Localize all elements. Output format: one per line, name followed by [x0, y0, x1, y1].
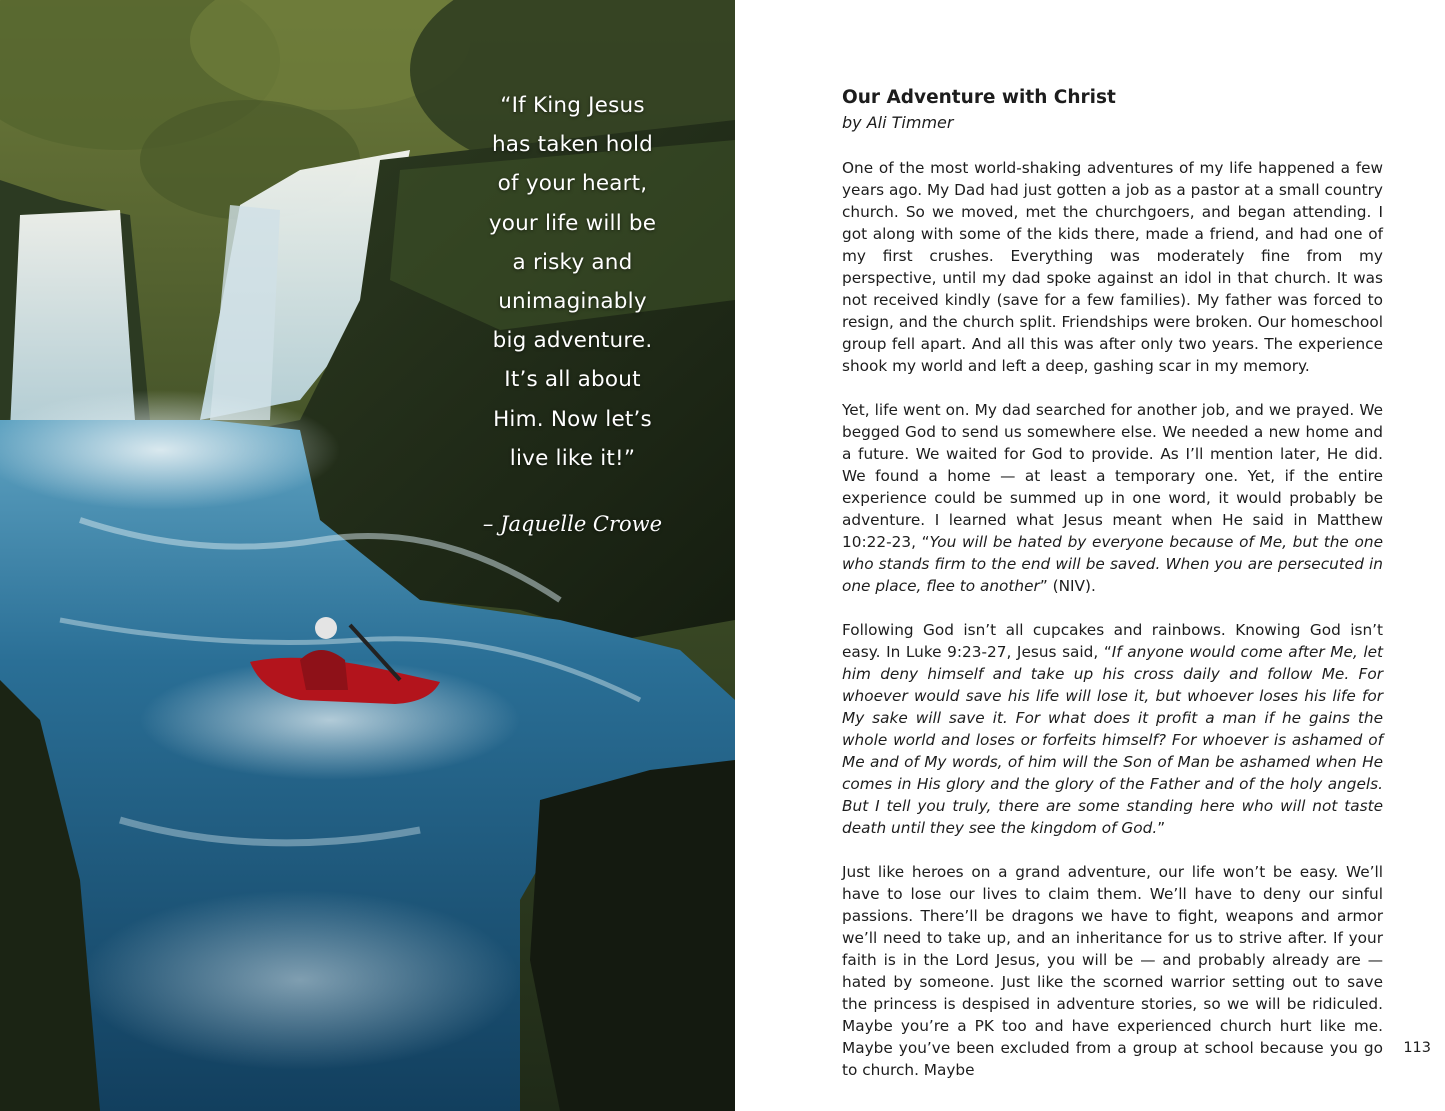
paragraph-4: [842, 861, 1383, 1081]
quote-line: has taken hold: [491, 132, 654, 158]
kayaker-helmet: [315, 617, 337, 639]
paragraph-1: [842, 157, 1383, 377]
paragraph-text: Yet, life went on. My dad searched for another job, and we prayed. We begged God to send us somewhere else. We needed a new home and a future. We waited for God to provide. As I’ll mention later, He did. We found a home — at least a temporary one. Yet, if the entire experience could be summed up in one word, it would probably be adventure. I learned what Jesus meant when He said in Matthew 10:22-23, “: [842, 401, 1383, 551]
quote-line: live like it!”: [509, 445, 636, 471]
pull-quote: [470, 86, 675, 478]
quote-line: of your heart,: [497, 171, 648, 197]
paragraph-text: ”: [1157, 819, 1166, 837]
paragraph-text: Just like heroes on a grand adventure, our life won’t be easy. We’ll have to lose our lives to claim them. We’ll have to deny our sinful passions. There’ll be dragons we have to fight, weapons and armor we’ll need to take up, and an inheritance for us to strive after. If your faith is in the Lord Jesus, you will be — and probably already are — hated by someone. Just like the scorned warrior setting out to save the princess is despised in adventure stories, so we will be ridiculed. Maybe you’re a PK too and have experienced church hurt like me. Maybe you’ve been excluded from a group at school because you go to church. Maybe: [842, 863, 1383, 1079]
article-page: [735, 0, 1445, 1111]
quote-attribution: – Jaquelle Crowe: [482, 512, 663, 536]
paragraph-text: One of the most world-shaking adventures of my life happened a few years ago. My Dad had just gotten a job as a pastor at a small country church. So we moved, met the churchgoers, and began attending. I got along with some of the kids there, made a friend, and had one of my first crushes. Everything was moderately fine from my perspective, until my dad spoke against an idol in that church. It was not received kindly (save for a few families). My father was forced to resign, and the church split. Friendships were broken. Our homeschool group fell apart. And all this was after only two years. The experience shook my world and left a deep, gashing scar in my memory.: [842, 159, 1383, 375]
paragraph-text: Following God isn’t all cupcakes and rainbows. Knowing God isn’t easy. In Luke 9:23-27, Jesus said, “: [842, 621, 1383, 661]
quote-line: Him. Now let’s: [493, 406, 652, 432]
quote-line: your life will be: [488, 210, 657, 236]
paragraph-3: [842, 619, 1383, 839]
quote-line: “If King Jesus: [500, 93, 645, 118]
paragraph-2: [842, 399, 1383, 597]
quote-line: a risky and: [512, 249, 633, 275]
quote-line: big adventure.: [492, 328, 653, 354]
page-number: 113: [1403, 1040, 1431, 1056]
scripture-quote: You will be hated by everyone because of Me, but the one who stands firm to the end will be saved. When you are persecuted in one place, flee to another: [842, 533, 1383, 595]
quote-line: It’s all about: [504, 367, 641, 393]
article-body: [842, 157, 1383, 1103]
article-byline: by Ali Timmer: [842, 113, 954, 132]
scripture-quote: If anyone would come after Me, let him deny himself and take up his cross daily and follow Me. For whoever would save his life will lose it, but whoever loses his life for My sake will save it. For what does it profit a man if he gains the whole world and loses or forfeits himself? For whoever is ashamed of Me and of My words, of him will the Son of Man be ashamed when He comes in His glory and the glory of the Father and of the holy angels. But I tell you truly, there are some standing here who will not taste death until they see the kingdom of God.: [842, 643, 1383, 837]
quote-line: unimaginably: [498, 289, 647, 315]
paragraph-text: ” (NIV).: [1039, 577, 1096, 595]
article-title: Our Adventure with Christ: [842, 87, 1116, 108]
